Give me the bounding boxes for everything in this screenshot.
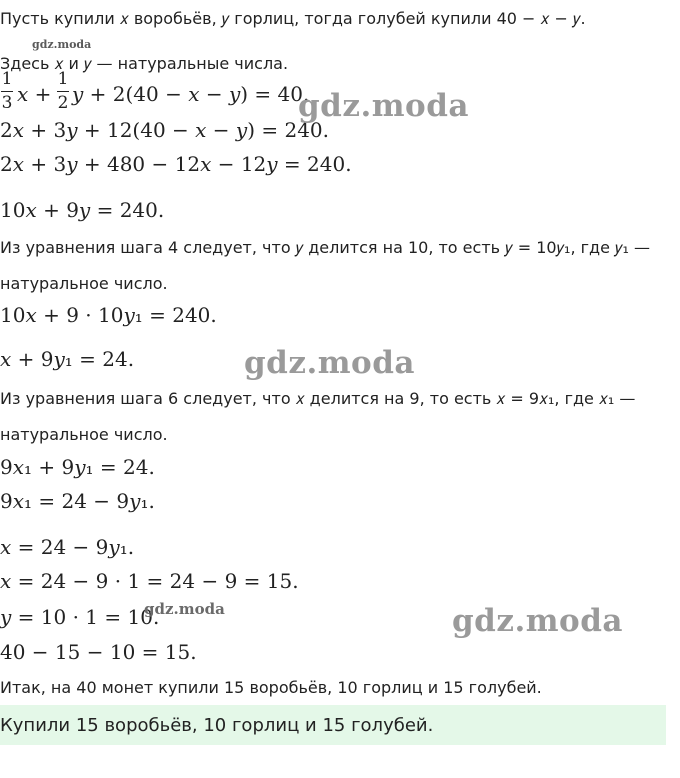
solution-line: Из уравнения шага 6 следует, что 𝑥 делится на 9, то есть 𝑥 = 9𝑥₁, где 𝑥₁ — [0, 389, 636, 408]
equation-part: 𝑥 + [17, 82, 52, 106]
equation-line: 𝑦 = 10 · 1 = 10. [0, 605, 160, 629]
equation-line: 𝑥 = 24 − 9 · 1 = 24 − 9 = 15. [0, 569, 299, 593]
equation-line: 𝑥 = 24 − 9𝑦₁. [0, 535, 135, 559]
fraction-bar [1, 91, 13, 92]
equation-line: 9𝑥₁ = 24 − 9𝑦₁. [0, 489, 155, 513]
watermark: gdz.moda [32, 38, 92, 51]
solution-line: натуральное число. [0, 425, 168, 444]
equation-line: 10𝑥 + 9 · 10𝑦₁ = 240. [0, 303, 217, 327]
equation-line: 40 − 15 − 10 = 15. [0, 640, 197, 664]
watermark: gdz.moda [144, 600, 225, 618]
watermark: gdz.moda [244, 345, 415, 381]
equation-line: 𝑥 + 9𝑦₁ = 24. [0, 347, 135, 371]
fraction-bar [57, 91, 69, 92]
equation-line: 10𝑥 + 9𝑦 = 240. [0, 198, 165, 222]
solution-line: Из уравнения шага 4 следует, что 𝑦 делится на 10, то есть 𝑦 = 10𝑦₁, где 𝑦₁ — [0, 238, 650, 257]
fraction-numerator: 1 [57, 69, 69, 89]
solution-line: Пусть купили 𝑥 воробьёв, 𝑦 горлиц, тогда голубей купили 40 − 𝑥 − 𝑦. [0, 9, 586, 28]
equation-line: 9𝑥₁ + 9𝑦₁ = 24. [0, 455, 155, 479]
watermark: gdz.moda [452, 603, 623, 639]
equation-line: 2𝑥 + 3𝑦 + 12(40 − 𝑥 − 𝑦) = 240. [0, 118, 330, 142]
fraction-numerator: 1 [1, 69, 13, 89]
equation-part: 𝑦 + 2(40 − 𝑥 − 𝑦) = 40. [72, 82, 310, 106]
equation-line: 2𝑥 + 3𝑦 + 480 − 12𝑥 − 12𝑦 = 240. [0, 152, 352, 176]
conclusion-line: Итак, на 40 монет купили 15 воробьёв, 10 горлиц и 15 голубей. [0, 678, 542, 697]
solution-line: натуральное число. [0, 274, 168, 293]
solution-line: Здесь 𝑥 и 𝑦 — натуральные числа. [0, 54, 289, 73]
fraction-denominator: 3 [1, 93, 13, 113]
watermark: gdz.moda [298, 88, 469, 124]
answer-text: Купили 15 воробьёв, 10 горлиц и 15 голубей. [0, 715, 434, 736]
fraction-denominator: 2 [57, 93, 69, 113]
